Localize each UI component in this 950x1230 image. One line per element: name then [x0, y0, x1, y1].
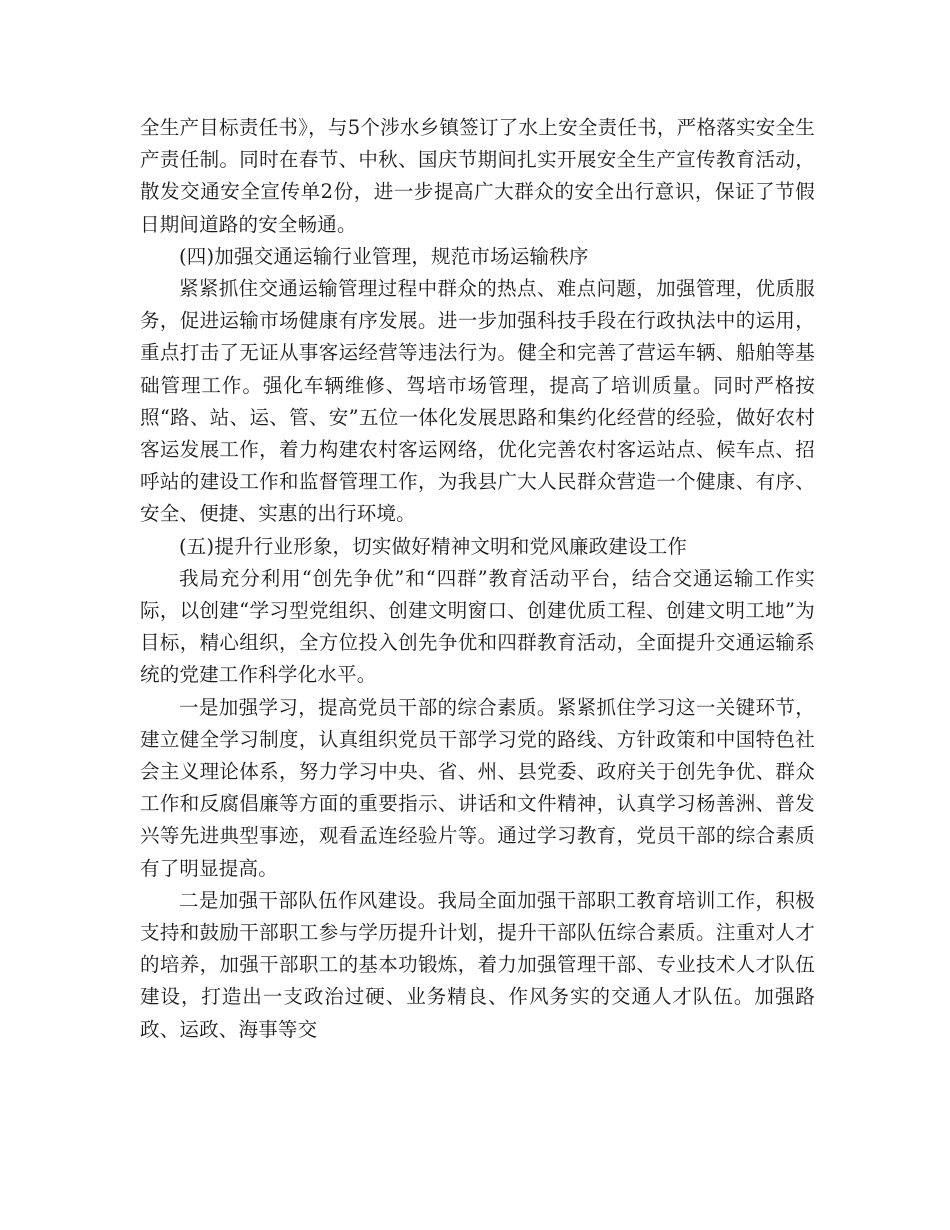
paragraph-safety-responsibility: 全生产目标责任书》，与5个涉水乡镇签订了水上安全责任书，严格落实安全生产责任制。同时在春节、中秋、国庆节期间扎实开展安全生产宣传教育活动，散发交通安全宣传单2份，进一步提高广大群众的安全出行意识，保证了节假日期间道路的安全畅通。: [140, 116, 815, 236]
paragraph-transport-management: 紧紧抓住交通运输管理过程中群众的热点、难点问题，加强管理，优质服务，促进运输市场健康有序发展。进一步加强科技手段在行政执法中的运用，重点打击了无证从事客运经营等违法行为。健全和完善了营运车辆、船舶等基础管理工作。强化车辆维修、驾培市场管理，提高了培训质量。同时严格按照“路、站、运、管、安”五位一体化发展思路和集约化经营的经验，做好农村客运发展工作，着力构建农村客运网络，优化完善农村客运站点、候车点、招呼站的建设工作和监督管理工作，为我县广大人民群众营造一个健康、有序、安全、便捷、实惠的出行环境。: [140, 277, 815, 526]
paragraph-study: 一是加强学习，提高党员干部的综合素质。紧紧抓住学习这一关键环节，建立健全学习制度，认真组织党员干部学习党的路线、方针政策和中国特色社会主义理论体系，努力学习中央、省、州、县党委、政府关于创先争优、群众工作和反腐倡廉等方面的重要指示、讲话和文件精神，认真学习杨善洲、普发兴等先进典型事迹，观看孟连经验片等。通过学习教育，党员干部的综合素质有了明显提高。: [140, 695, 815, 880]
document-body: [140, 112, 815, 1046]
paragraph-party-building: 我局充分利用“创先争优”和“四群”教育活动平台，结合交通运输工作实际，以创建“学习型党组织、创建文明窗口、创建优质工程、创建文明工地”为目标，精心组织，全方位投入创先争优和四群教育活动，全面提升交通运输系统的党建工作科学化水平。: [140, 566, 815, 687]
paragraph-cadre-style: 二是加强干部队伍作风建设。我局全面加强干部职工教育培训工作，积极支持和鼓励干部职工参与学历提升计划，提升干部队伍综合素质。注重对人才的培养，加强干部职工的基本功锻炼，着力加强管理干部、专业技术人才队伍建设，打造出一支政治过硬、业务精良、作风务实的交通人才队伍。加强路政、运政、海事等交: [140, 888, 815, 1041]
section-heading-5: (五)提升行业形象，切实做好精神文明和党风廉政建设工作: [179, 534, 688, 558]
section-heading-4: (四)加强交通运输行业管理，规范市场运输秩序: [179, 244, 589, 268]
